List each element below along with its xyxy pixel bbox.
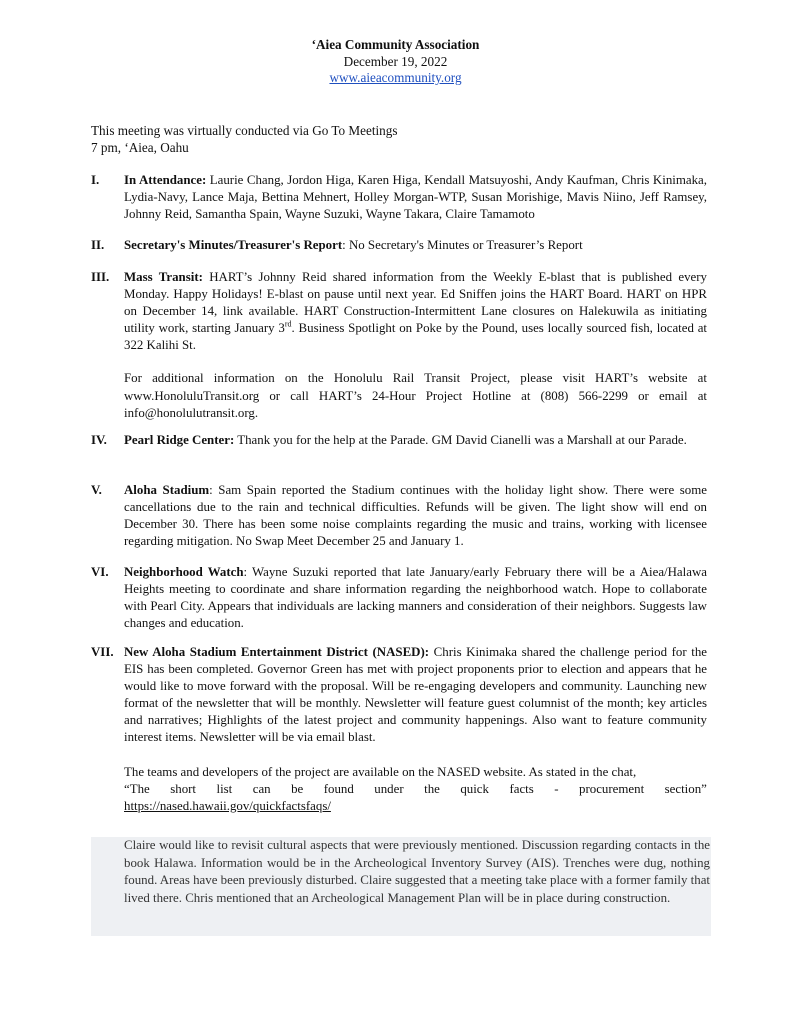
agenda-item-nased [91,644,707,815]
quote-word: the [424,781,440,796]
nased-note-text: The teams and developers of the project are available on the NASED website. As stated in the chat, [124,764,637,779]
quote-word: be [291,781,304,796]
item-heading: New Aloha Stadium Entertainment District (NASED): [124,645,430,659]
quote-word: facts [509,781,534,796]
agenda-item-pearl-ridge [91,432,707,449]
item-heading: Mass Transit: [124,270,203,284]
item-text: Laurie Chang, Jordon Higa, Karen Higa, Kendall Matsuyoshi, Andy Kaufman, Chris Kinimaka, Lydia-Navy, Lance Maja, Bettina Mehnert, Holley Morgan-WTP, Susan Morishige, Mavis Niino, Jeff Ramsey, Johnny Reid, Samantha Spain, Wayne Suzuki, Wayne Takara, Claire Tamamoto [124,173,707,222]
ordinal-suffix: rd [284,319,292,329]
claire-cultural-note: Claire would like to revisit cultural aspects that were previously mentioned. Discussion regarding contacts in the book Halawa. Information would be in the Archeological Inventory Survey (AIS). Trenches were dug, nothing found. Areas have been previously disturbed. Claire suggested that a meeting take place with a former family that lived there. Chris mentioned that an Archeological Management Plan will be in place during construction. [124,838,710,905]
quote-word: under [374,781,404,796]
item-text: Chris Kinimaka shared the challenge period for the EIS has been completed. Governor Green has met with project proponents prior to election and appears that he would like to move forward with the proposal. Will be re-engaging developers and community. Launching new format of the newsletter that will be monthly. Newsletter will feature guest columnist of the month; key articles and narratives; Highlights of the latest project and community happenings. Also want to feature community interest items. Newsletter will be via email blast. [124,645,707,745]
agenda-item-secretary [91,237,707,254]
item-heading: Aloha Stadium [124,483,210,497]
quote-word: procurement [579,781,645,796]
item-text: HART’s Johnny Reid shared information from the Weekly E-blast that is published every Monday. Happy Holidays! E-blast on pause until next year. Ed Sniffen joins the HART Board. HART on HPR on December 14, link available. HART Construction-Intermittent Lane closures on Halekuwila as initiating utility work, starting January 3 [124,270,707,336]
meeting-intro [91,122,711,156]
organization-name: ‘Aiea Community Association [311,37,480,52]
chat-quote [124,781,707,798]
agenda-item-mass-transit [91,269,707,422]
meeting-format: This meeting was virtually conducted via Go To Meetings [91,123,398,138]
quote-word: found [323,781,354,796]
item-text: : Wayne Suzuki reported that late January/early February there will be a Aiea/Halawa Heights meeting to coordinate and share information regarding the neighborhood watch. Hope to collaborate with Pearl City. Appears that individuals are lacking manners and consideration of their neighbors. Suggests law changes and education. [124,565,707,631]
nased-faq-link[interactable]: https://nased.hawaii.gov/quickfactsfaqs/ [124,798,331,813]
item-heading: Secretary's Minutes/Treasurer's Report [124,238,343,252]
quote-word: “The [124,781,150,796]
item-number: VI. [91,565,109,579]
item-additional-info: For additional information on the Honolulu Rail Transit Project, please visit HART’s website at www.HonoluluTransit.org or call HART’s 24-Hour Project Hotline at (808) 566-2299 or email at info@honolulutransit.org. [124,371,707,420]
quote-word: quick [460,781,489,796]
quote-word: can [252,781,271,796]
nased-website-note [124,764,707,815]
meeting-time-place: 7 pm, ‘Aiea, Oahu [91,140,189,155]
document-header [0,37,791,87]
quote-word: list [216,781,233,796]
meeting-date: December 19, 2022 [343,53,448,69]
item-heading: Neighborhood Watch [124,565,244,579]
agenda-item-aloha-stadium [91,482,707,550]
item-number: III. [91,270,110,284]
item-heading: Pearl Ridge Center: [124,433,235,447]
quote-word: section” [664,781,707,796]
item-text: Thank you for the help at the Parade. GM David Cianelli was a Marshall at our Parade. [234,433,687,447]
item-number: IV. [91,433,107,447]
item-number: I. [91,173,100,187]
item-number: VII. [91,645,114,659]
item-text: : Sam Spain reported the Stadium continues with the holiday light show. There were some cancellations due to the rain and technical difficulties. Refunds will be given. The light show will end on December 30. There has been some noise complaints regarding the music and trains, working with licensee regarding mitigation. No Swap Meet December 25 and January 1. [124,483,707,549]
quote-word: - [554,781,559,796]
agenda-item-neighborhood-watch [91,564,707,632]
item-text: : No Secretary's Minutes or Treasurer’s Report [342,238,583,252]
item-number: V. [91,483,102,497]
quote-word: short [170,781,197,796]
agenda-item-attendance [91,172,707,223]
item-heading: In Attendance: [124,173,207,187]
item-text-continued: . Business Spotlight on Poke by the Pound, uses locally sourced fish, located at 322 Kalihi St. [124,321,707,353]
website-link[interactable]: www.aieacommunity.org [329,70,462,85]
item-number: II. [91,238,105,252]
